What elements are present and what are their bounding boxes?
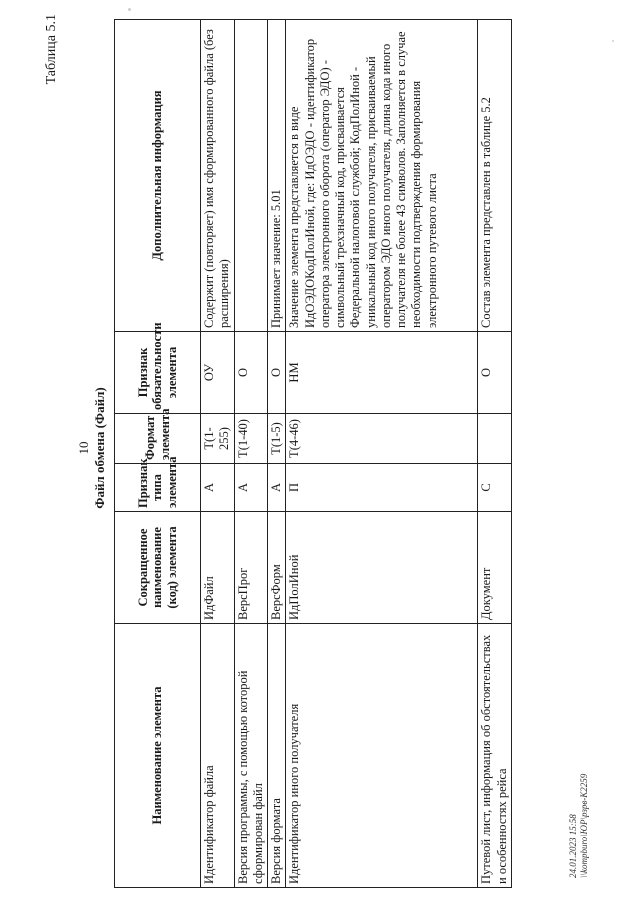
cell-type: С <box>478 464 512 512</box>
table-header-row <box>115 20 201 888</box>
header-element-type: Признак типа элемента <box>115 464 201 512</box>
cell-type: А <box>201 464 235 512</box>
cell-required: НМ <box>286 332 478 414</box>
header-element-format: Формат элемента <box>115 414 201 464</box>
cell-required: О <box>478 332 512 414</box>
cell-required: ОУ <box>201 332 235 414</box>
cell-code: ВерсПрог <box>234 512 268 624</box>
cell-name: Версия формата <box>268 624 286 888</box>
cell-info <box>234 20 268 332</box>
cell-code: ИдПолИной <box>286 512 478 624</box>
cell-format <box>478 414 512 464</box>
page-number: 10 <box>76 441 91 455</box>
header-element-code: Сокращенное наименование (код) элемента <box>115 512 201 624</box>
cell-info: Значение элемента представляется в виде ИдОЭДОКодПолИной, где: ИдОЭДО - идентификатор оператора электронного оборота (оператор ЭДО) - символьный трехзначный код, присваивается Федеральной налоговой службой; КодПолИной - уникальный код иного получателя, присваиваемый оператором ЭДО иного получателя, длина кода иного получателя не более 43 символов. Заполняется в случае необходимости подтверждения формирования электронного путевого листа <box>286 20 478 332</box>
table-row <box>201 20 235 888</box>
cell-format: Т(4-46) <box>286 414 478 464</box>
cell-type: П <box>286 464 478 512</box>
cell-name: Версия программы, с помощью которой сформирован файл <box>234 624 268 888</box>
table-label: Таблица 5.1 <box>44 14 59 85</box>
cell-info: Состав элемента представлен в таблице 5.2 <box>478 20 512 332</box>
cell-format: Т(1-40) <box>234 414 268 464</box>
cell-format: Т(1-5) <box>268 414 286 464</box>
cell-info: Принимает значение: 5.01 <box>268 20 286 332</box>
header-element-name: Наименование элемента <box>115 624 201 888</box>
table-row <box>234 20 268 888</box>
print-stamp-date: 24.01.2023 15:58 <box>568 814 578 878</box>
cell-name: Путевой лист, информация об обстоятельствах и особенностях рейса <box>478 624 512 888</box>
cell-required: О <box>268 332 286 414</box>
cell-code: ВерсФорм <box>268 512 286 624</box>
print-stamp-path: \\kompburo\ЮР\рзрв-К2259 <box>579 773 590 878</box>
cell-format: Т(1-255) <box>201 414 235 464</box>
cell-name: Идентификатор файла <box>201 624 235 888</box>
print-stamp <box>568 774 591 878</box>
rotated-page-content <box>8 8 608 888</box>
table-row <box>268 20 286 888</box>
cell-name: Идентификатор иного получателя <box>286 624 478 888</box>
cell-info: Содержит (повторяет) имя сформированного файла (без расширения) <box>201 20 235 332</box>
cell-code: ИдФайл <box>201 512 235 624</box>
exchange-file-table <box>114 19 512 888</box>
table-title: Файл обмена (Файл) <box>92 387 107 509</box>
header-additional-info: Дополнительная информация <box>115 20 201 332</box>
header-element-required: Признак обязательности элемента <box>115 332 201 414</box>
cell-code: Документ <box>478 512 512 624</box>
scan-speck <box>612 40 614 42</box>
cell-required: О <box>234 332 268 414</box>
table-row <box>286 20 478 888</box>
cell-type: А <box>268 464 286 512</box>
table-row <box>478 20 512 888</box>
cell-type: А <box>234 464 268 512</box>
